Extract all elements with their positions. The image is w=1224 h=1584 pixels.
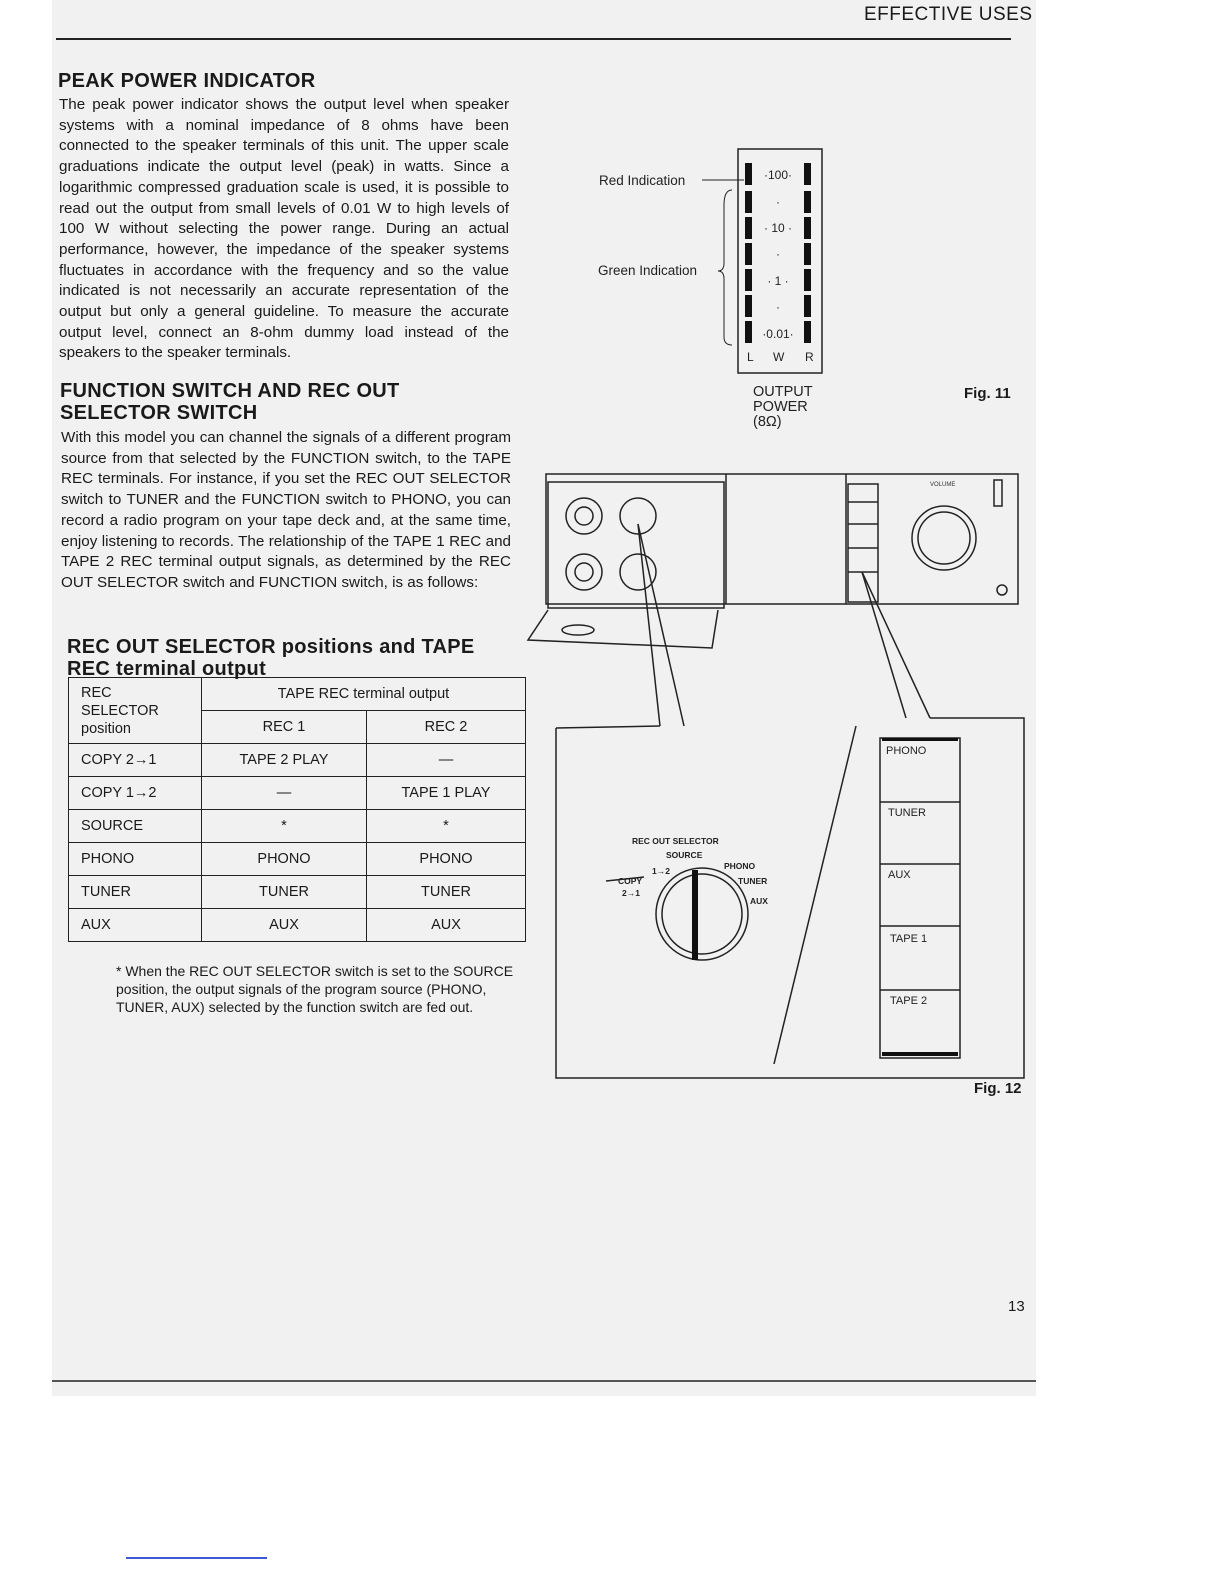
button-tape1: TAPE 1 [890,933,928,945]
header-output-cell: TAPE REC terminal output [202,678,526,711]
rec-out-table [68,677,526,942]
knob-source: SOURCE [666,850,703,860]
knob-phono: PHONO [724,861,756,871]
row-rec1: PHONO [202,843,367,876]
volume-knob [912,506,976,570]
row-rec2: TUNER [367,876,526,909]
green-bracket [718,190,732,345]
scale-dot-3: · [776,300,780,314]
link-underline[interactable] [126,1557,267,1559]
function-knob-small [620,554,656,590]
row-position: COPY 2→1 [69,744,202,777]
top-rule [56,38,1011,40]
button-tuner: TUNER [888,807,926,819]
function-switch-title-line2: SELECTOR SWITCH [60,402,258,424]
table-row [69,909,526,942]
rec-table-title [67,636,475,680]
header-rec2: REC 2 [367,711,526,744]
row-rec1: AUX [202,909,367,942]
scale-dot-1: · [776,195,780,209]
knob-copy-21: 2→1 [622,888,640,898]
fig11-meter-diagram [590,145,830,435]
row-rec1: — [202,777,367,810]
knob-copy-12: 1→2 [652,866,670,876]
rec-table-title-line2: REC terminal output [67,658,267,680]
fig11-label: Fig. 11 [964,385,1011,402]
scale-100: ·100· [763,168,793,182]
scale-1: · 1 · [767,274,789,288]
knob-tuner: TUNER [738,876,768,886]
header-selector-cell [69,678,202,744]
section-header: EFFECTIVE USES [864,4,1033,25]
zoom-box [556,718,1024,1078]
page-number: 13 [1008,1298,1025,1315]
knob-copy: COPY [618,876,643,886]
rec-out-selector-knob [656,868,748,960]
row-position: AUX [69,909,202,942]
red-indication-label: Red Indication [599,173,686,188]
function-button-column [880,738,960,1058]
function-switch-body: With this model you can channel the signals of a different program source from that selected by the FUNCTION switch, to the TAPE REC terminals. For instance, if you set the REC OUT SELECTOR switch to TUNER and the FUNCTION switch to PHONO, you can record a radio program on your tape deck and, at the same time, enjoy listening to records. The relationship of the TAPE 1 REC and TAPE 2 REC terminal output signals, as determined by the REC OUT SELECTOR switch and FUNCTION switch, is as follows: [61,429,511,591]
table-row [69,810,526,843]
right-led-bar [804,163,811,343]
small-knob-1 [566,498,602,534]
left-led-bar [745,163,752,343]
channel-left: L [747,350,754,364]
table-row [69,876,526,909]
zoom-cut-line [774,726,856,1064]
row-rec1: * [202,810,367,843]
row-rec2: PHONO [367,843,526,876]
function-switch-title [60,380,400,424]
button-tape2: TAPE 2 [890,995,928,1007]
peak-power-title: PEAK POWER INDICATOR [58,70,316,92]
table-footnote: * When the REC OUT SELECTOR switch is set to the SOURCE position, the output signals of the program source (PHONO, TUNER, AUX) selected by the function switch are fed out. [116,963,514,1015]
bottom-rule [52,1380,1036,1382]
row-rec2: * [367,810,526,843]
header-selector-line1: REC SELECTOR [81,684,159,719]
row-rec2: AUX [367,909,526,942]
volume-label: VOLUME [930,482,956,488]
function-switch-title-line1: FUNCTION SWITCH AND REC OUT [60,380,400,402]
table-row [69,744,526,777]
table-row [69,843,526,876]
button-aux: AUX [888,869,911,881]
peak-power-body: The peak power indicator shows the output level when speaker systems with a nominal impedance of 8 ohms have been connected to the speaker terminals of this unit. The upper scale graduations indicate the output level (peak) in watts. Since a logarithmic compressed graduation scale is used, it is possible to read out the output from small levels of 0.01 W to high levels of 100 W without selecting the power range. During an actual performance, however, the impedance of the speaker systems fluctuates in accordance with the frequency and so the value indicated is not necessarily an accurate representation of the output but only a general guideline. To measure the accurate output level, connect an 8-ohm dummy load instead of the speakers to the speaker terminals. [59,96,509,362]
power-switch [994,480,1002,506]
hinged-flap [528,610,718,648]
row-position: SOURCE [69,810,202,843]
header-selector-line2: position [81,720,131,737]
row-rec2: — [367,744,526,777]
flap-slot [562,625,594,635]
knob-aux: AUX [750,896,768,906]
caption-output: OUTPUT [753,384,813,400]
row-rec1: TUNER [202,876,367,909]
amp-front-panel [546,474,1018,604]
knob-title: REC OUT SELECTOR [632,836,719,846]
row-rec1: TAPE 2 PLAY [202,744,367,777]
header-rec1: REC 1 [202,711,367,744]
row-position: COPY 1→2 [69,777,202,810]
table-header-row [69,678,526,711]
row-rec2: TAPE 1 PLAY [367,777,526,810]
rec-table-title-line1: REC OUT SELECTOR positions and TAPE [67,636,475,658]
table-row [69,777,526,810]
row-position: TUNER [69,876,202,909]
channel-unit: W [773,350,785,364]
caption-power: POWER [753,399,808,415]
fig12-panel-diagram [526,464,1026,1084]
scale-dot-2: · [776,247,780,261]
button-phono: PHONO [886,745,927,757]
small-knob-2 [566,554,602,590]
scale-10: · 10 · [763,221,793,235]
row-position: PHONO [69,843,202,876]
channel-right: R [805,350,814,364]
scale-001: ·0.01· [762,327,794,341]
caption-impedance: (8Ω) [753,414,782,430]
knob-pointer [692,870,698,960]
fig12-label: Fig. 12 [974,1080,1022,1097]
headphone-jack [997,585,1007,595]
green-indication-label: Green Indication [598,263,698,278]
